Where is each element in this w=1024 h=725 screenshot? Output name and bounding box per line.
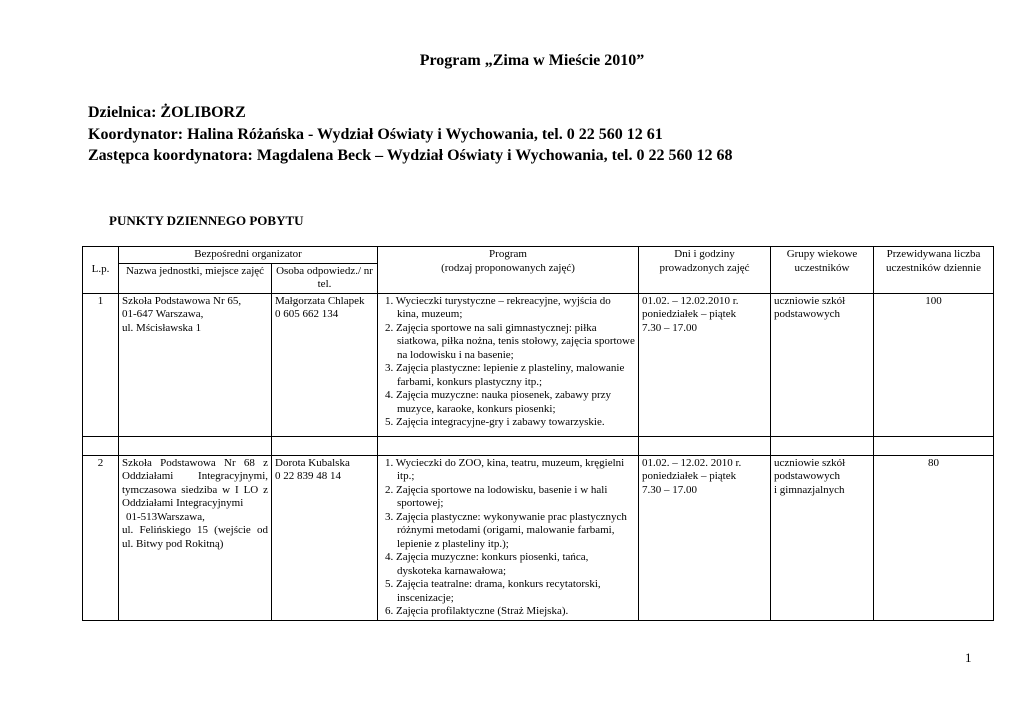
row-groups: uczniowie szkół podstawowych i gimnazjalnych <box>771 455 874 620</box>
row-lp: 2 <box>83 455 119 620</box>
program-table <box>82 246 994 621</box>
row-person: Małgorzata Chlapek 0 605 662 134 <box>272 293 378 436</box>
row-groups: uczniowie szkół podstawowych <box>771 293 874 436</box>
row-days: 01.02. – 12.02. 2010 r. poniedziałek – piątek 7.30 – 17.00 <box>639 455 771 620</box>
spacer-row <box>83 436 994 455</box>
table-header-row <box>83 247 994 264</box>
row-count: 100 <box>874 293 994 436</box>
header-count: Przewidywana liczba uczestników dziennie <box>874 247 994 294</box>
district-line: Dzielnica: ŻOLIBORZ <box>88 104 246 121</box>
table-row <box>83 293 994 436</box>
coordinator-line: Koordynator: Halina Różańska - Wydział Oświaty i Wychowania, tel. 0 22 560 12 61 <box>88 126 663 143</box>
row-unit: Szkoła Podstawowa Nr 65, 01-647 Warszawa, ul. Mścisławska 1 <box>119 293 272 436</box>
row-lp: 1 <box>83 293 119 436</box>
header-program: Program (rodzaj proponowanych zajęć) <box>378 247 639 294</box>
page-number: 1 <box>965 650 972 665</box>
section-heading: PUNKTY DZIENNEGO POBYTU <box>109 213 304 228</box>
row-unit: Szkoła Podstawowa Nr 68 z Oddziałami Integracyjnymi, tymczasowa siedziba w I LO z Oddziałami Integracyjnymi 01-513Warszawa, ul. Felińskiego 15 (wejście od ul. Bitwy pod Rokitną) <box>119 455 272 620</box>
row-person: Dorota Kubalska 0 22 839 48 14 <box>272 455 378 620</box>
header-organizer: Bezpośredni organizator <box>119 247 378 264</box>
document-title: Program „Zima w Mieście 2010” <box>419 52 645 69</box>
header-days: Dni i godziny prowadzonych zajęć <box>639 247 771 294</box>
row-program: 1. Wycieczki turystyczne – rekreacyjne, wyjścia do kina, muzeum; 2. Zajęcia sportowe na sali gimnastycznej: piłka siatkowa, piłka nożna, tenis stołowy, zajęcia sportowe na lodowisku i na basenie; 3. Zajęcia plastyczne: lepienie z plasteliny, malowanie farbami, konkurs plastyczny itp.; 4. Zajęcia muzyczne: nauka piosenek, zabawy przy muzyce, karaoke, konkurs piosenki; 5. Zajęcia integracyjne-gry i zabawy towarzyskie. <box>378 293 639 436</box>
row-program: 1. Wycieczki do ZOO, kina, teatru, muzeum, kręgielni itp.; 2. Zajęcia sportowe na lodowisku, basenie i w hali sportowej; 3. Zajęcia plastyczne: wykonywanie prac plastycznych różnymi metodami (origami, malowanie farbami, lepienie z plasteliny itp.); 4. Zajęcia muzyczne: konkurs piosenki, tańca, dyskoteka karnawałowa; 5. Zajęcia teatralne: drama, konkurs recytatorski, inscenizacje; 6. Zajęcia profilaktyczne (Straż Miejska). <box>378 455 639 620</box>
header-unit: Nazwa jednostki, miejsce zajęć <box>119 263 272 293</box>
row-days: 01.02. – 12.02.2010 r. poniedziałek – piątek 7.30 – 17.00 <box>639 293 771 436</box>
header-person: Osoba odpowiedz./ nr tel. <box>272 263 378 293</box>
row-count: 80 <box>874 455 994 620</box>
deputy-coordinator-line: Zastępca koordynatora: Magdalena Beck – Wydział Oświaty i Wychowania, tel. 0 22 560 12 68 <box>88 147 733 164</box>
header-groups: Grupy wiekowe uczestników <box>771 247 874 294</box>
table-row <box>83 455 994 620</box>
header-lp: L.p. <box>83 247 119 294</box>
